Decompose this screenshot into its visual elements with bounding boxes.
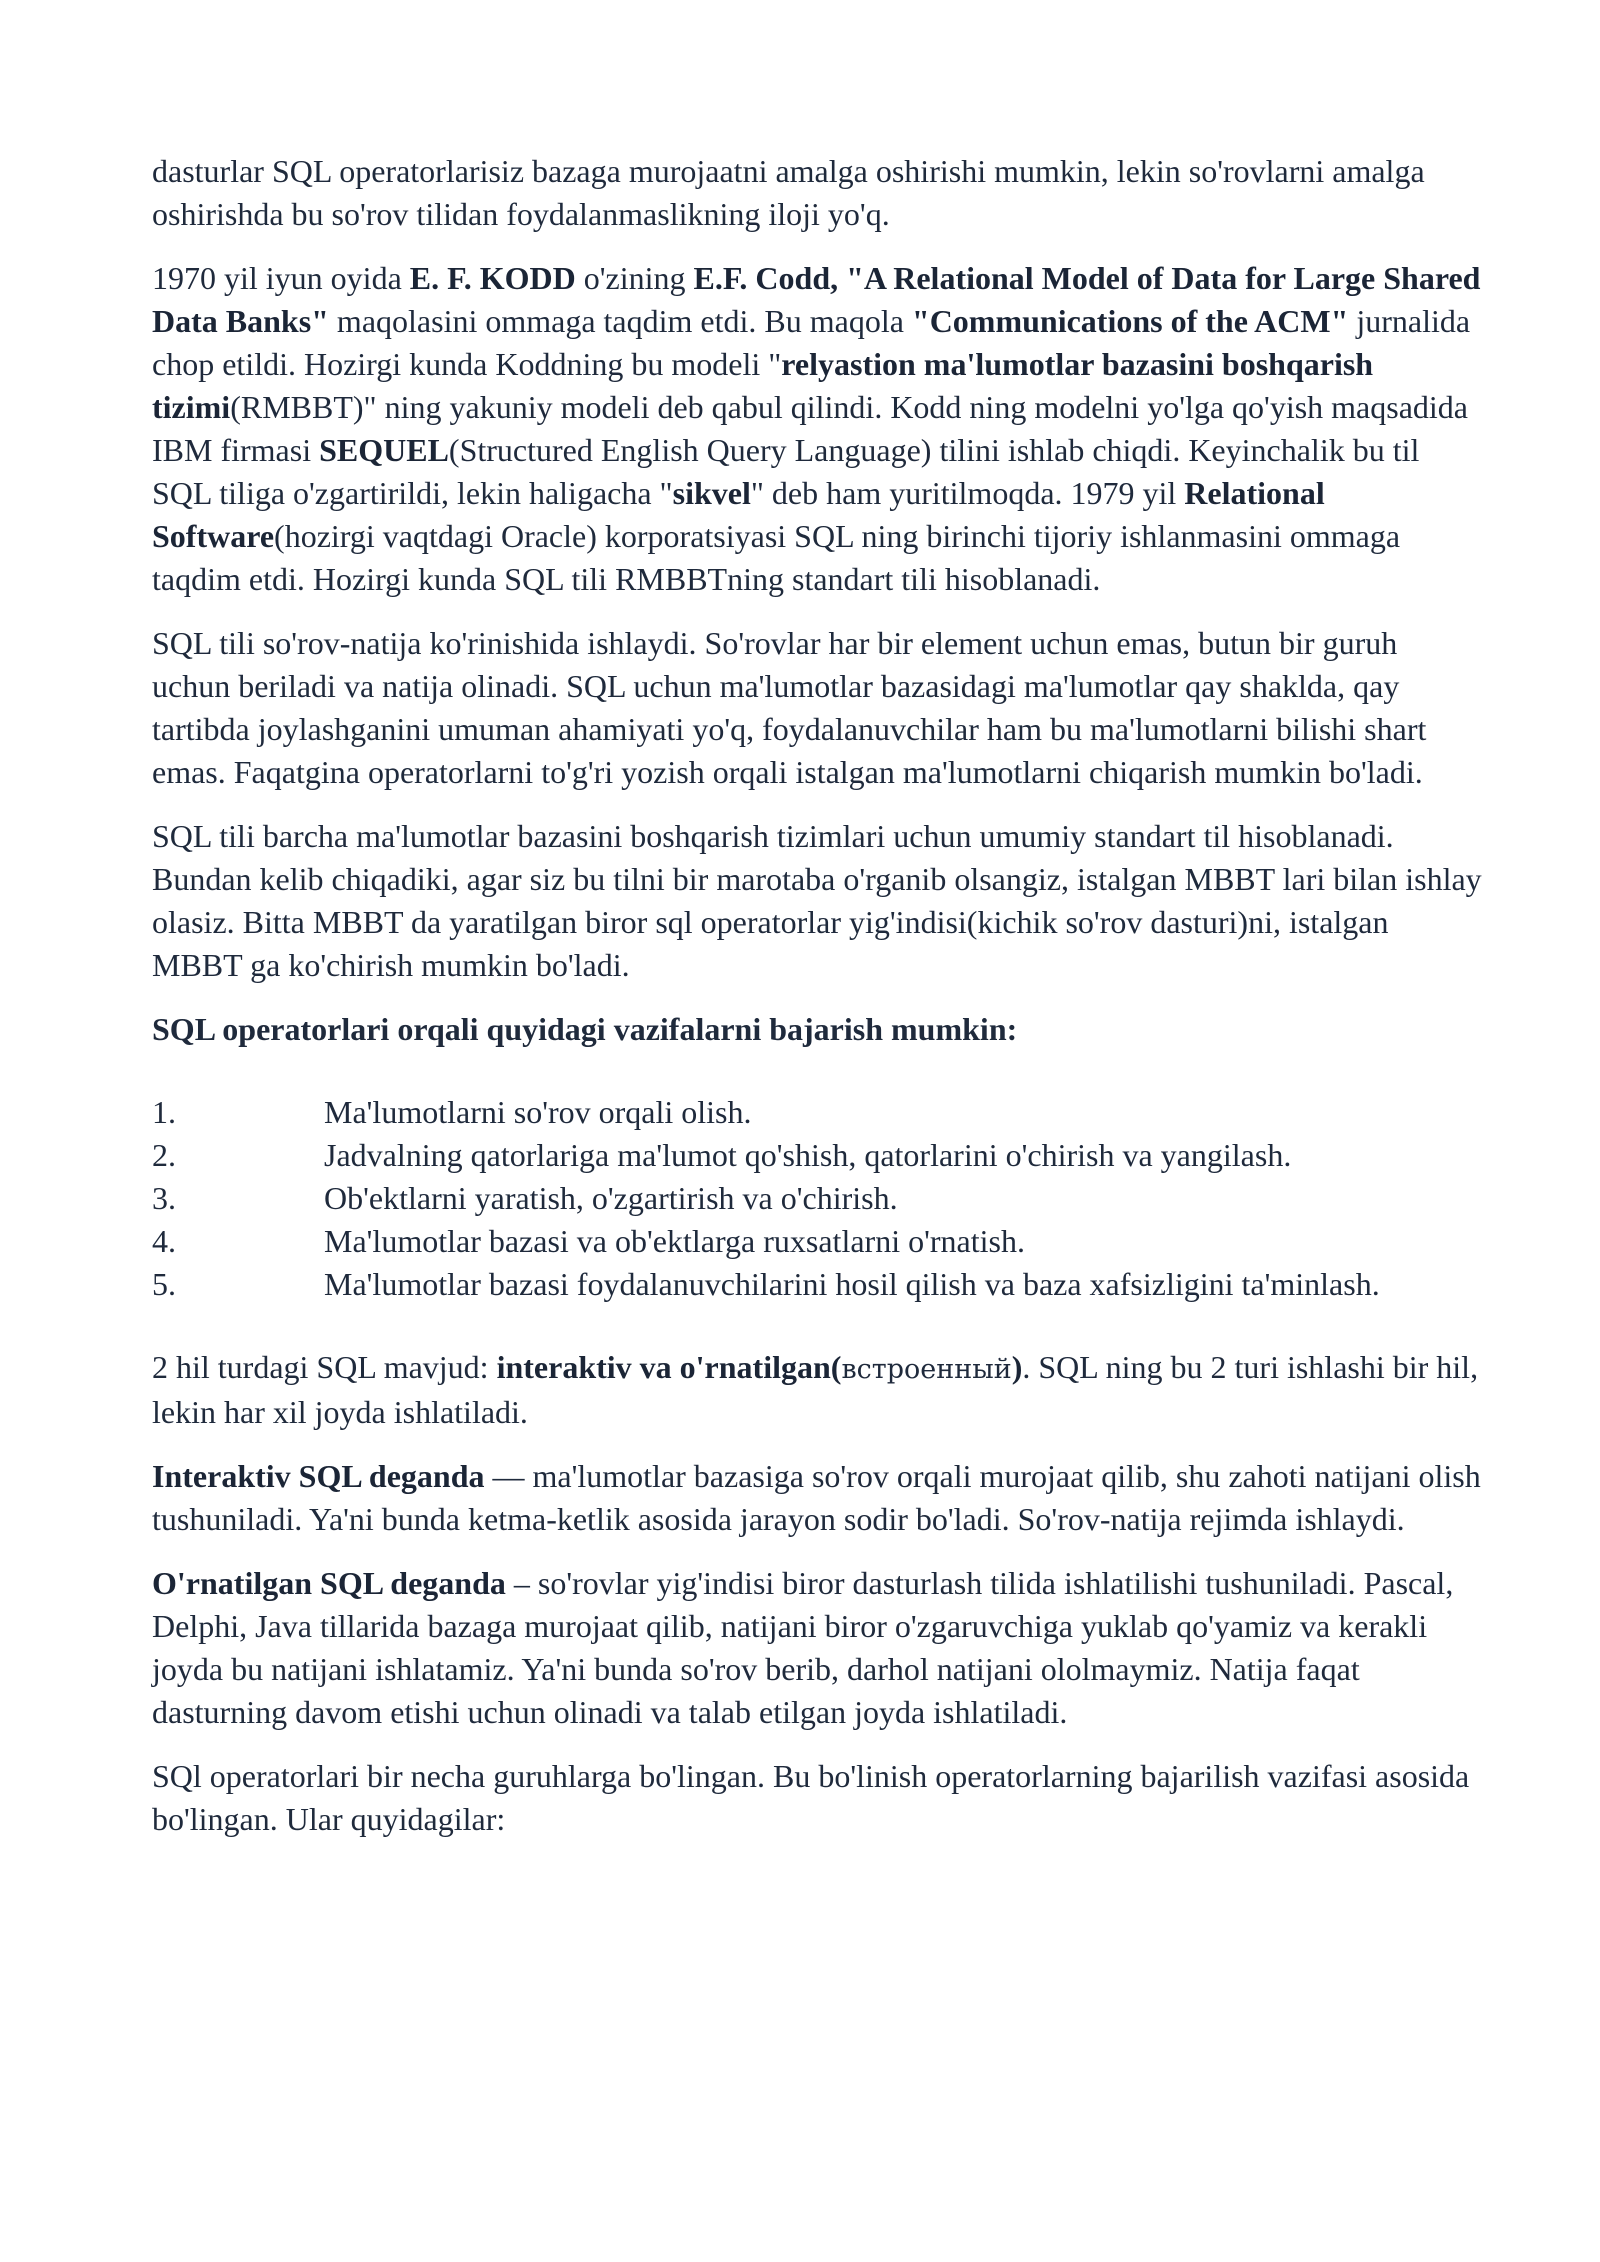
history-bold-kodd: E. F. KODD (409, 260, 576, 296)
list-item-text: Ma'lumotlar bazasi va ob'ektlarga ruxsatlarni o'rnatish. (324, 1223, 1025, 1259)
history-text-3: maqolasini ommaga taqdim etdi. Bu maqola (328, 303, 912, 339)
types-cyrillic-term: встроенный (841, 1354, 1012, 1385)
list-item (152, 1091, 1482, 1134)
list-item (152, 1134, 1482, 1177)
document-page (152, 150, 1482, 1862)
paragraph-embedded-sql (152, 1562, 1482, 1734)
paragraph-intro-continuation: dasturlar SQL operatorlarisiz bazaga murojaatni amalga oshirishi mumkin, lekin so'rovlarni amalga oshirishda bu so'rov tilidan foydalanmaslikning iloji yo'q. (152, 153, 1425, 232)
history-text-6: (Structured English Query Language) tilini ishlab chiqdi. Keyinchalik bu til SQL tiliga o'zgartirildi, lekin haligacha " (152, 432, 1420, 511)
list-item-number: 3. (152, 1180, 176, 1216)
history-text-8: (hozirgi vaqtdagi Oracle) korporatsiyasi SQL ning birinchi tijoriy ishlanmasini ommaga taqdim etdi. Hozirgi kunda SQL tili RMBBTning standart tili hisoblanadi. (152, 518, 1401, 597)
list-item-number: 5. (152, 1266, 176, 1302)
list-item-text: Ma'lumotlarni so'rov orqali olish. (324, 1094, 752, 1130)
history-text-7: " deb ham yuritilmoqda. 1979 yil (750, 475, 1185, 511)
section-heading: SQL operatorlari orqali quyidagi vazifalarni bajarish mumkin: (152, 1011, 1018, 1047)
list-item (152, 1263, 1482, 1306)
paragraph-interactive-sql (152, 1455, 1482, 1541)
list-item (152, 1177, 1482, 1220)
paragraph-standard: SQL tili barcha ma'lumotlar bazasini boshqarish tizimlari uchun umumiy standart til hisoblanadi. Bundan kelib chiqadiki, agar siz bu tilni bir marotaba o'rganib olsangiz, istalgan MBBT lari bilan ishlay olasiz. Bitta MBBT da yaratilgan biror sql operatorlar yig'indisi(kichik so'rov dasturi)ni, istalgan MBBT ga ko'chirish mumkin bo'ladi. (152, 818, 1482, 983)
task-list (152, 1091, 1482, 1306)
list-item-number: 4. (152, 1223, 176, 1259)
types-text-2: . SQL ning bu 2 turi ishlashi bir hil, lekin har xil joyda ishlatiladi. (152, 1349, 1479, 1430)
paragraph-query-result: SQL tili so'rov-natija ko'rinishida ishlaydi. So'rovlar har bir element uchun emas, butun bir guruh uchun beriladi va natija olinadi. SQL uchun ma'lumotlar bazasidagi ma'lumotlar qay shaklda, qay tartibda joylashganini umuman ahamiyati yo'q, foydalanuvchilar ham bu ma'lumotlarni bilishi shart emas. Faqatgina operatorlarni to'g'ri yozish orqali istalgan ma'lumotlarni chiqarish mumkin bo'ladi. (152, 625, 1427, 790)
types-text-1: 2 hil turdagi SQL mavjud: (152, 1349, 497, 1385)
embedded-sql-term: O'rnatilgan SQL deganda (152, 1565, 506, 1601)
list-item-text: Ob'ektlarni yaratish, o'zgartirish va o'chirish. (324, 1180, 898, 1216)
history-bold-rmbbt: relyastion ma'lumotlar bazasini boshqarish tizimi (152, 346, 1374, 425)
history-bold-sequel: SEQUEL (319, 432, 449, 468)
list-item-number: 1. (152, 1094, 176, 1130)
list-item-text: Ma'lumotlar bazasi foydalanuvchilarini hosil qilish va baza xafsizligini ta'minlash. (324, 1266, 1380, 1302)
types-bold-2: ) (1011, 1349, 1023, 1385)
paragraph-history (152, 257, 1482, 601)
history-bold-relational-software: Relational Software (152, 475, 1325, 554)
interactive-sql-term: Interaktiv SQL deganda (152, 1458, 485, 1494)
history-text-2: o'zining (575, 260, 694, 296)
embedded-sql-text: – so'rovlar yig'indisi biror dasturlash tilida ishlatilishi tushuniladi. Pascal, Delphi, Java tillarida bazaga murojaat qilib, natijani biror o'zgaruvchiga yuklab qo'yamiz va kerakli joyda bu natijani ishlatamiz. Ya'ni bunda so'rov berib, darhol natijani ololmaymiz. Natija faqat dasturning davom etishi uchun olinadi va talab etilgan joyda ishlatiladi. (152, 1565, 1454, 1730)
paragraph-operator-groups: SQl operatorlari bir necha guruhlarga bo'lingan. Bu bo'linish operatorlarning bajarilish vazifasi asosida bo'lingan. Ular quyidagilar: (152, 1758, 1470, 1837)
history-bold-journal: "Communications of the ACM" (911, 303, 1349, 339)
history-text-4: jurnalida chop etildi. Hozirgi kunda Koddning bu modeli " (152, 303, 1471, 382)
history-text-1: 1970 yil iyun oyida (152, 260, 410, 296)
list-item-text: Jadvalning qatorlariga ma'lumot qo'shish, qatorlarini o'chirish va yangilash. (324, 1137, 1292, 1173)
list-item (152, 1220, 1482, 1263)
paragraph-sql-types (152, 1346, 1482, 1434)
history-bold-sikvel: sikvel (672, 475, 751, 511)
list-item-number: 2. (152, 1137, 176, 1173)
history-bold-article-title: E.F. Codd, "A Relational Model of Data for Large Shared Data Banks" (152, 260, 1481, 339)
interactive-sql-text: — ma'lumotlar bazasiga so'rov orqali murojaat qilib, shu zahoti natijani olish tushuniladi. Ya'ni bunda ketma-ketlik asosida jarayon sodir bo'ladi. So'rov-natija rejimda ishlaydi. (152, 1458, 1481, 1537)
history-text-5: (RMBBT)" ning yakuniy modeli deb qabul qilindi. Kodd ning modelni yo'lga qo'yish maqsadida IBM firmasi (152, 389, 1468, 468)
types-bold-1: interaktiv va o'rnatilgan( (496, 1349, 842, 1385)
